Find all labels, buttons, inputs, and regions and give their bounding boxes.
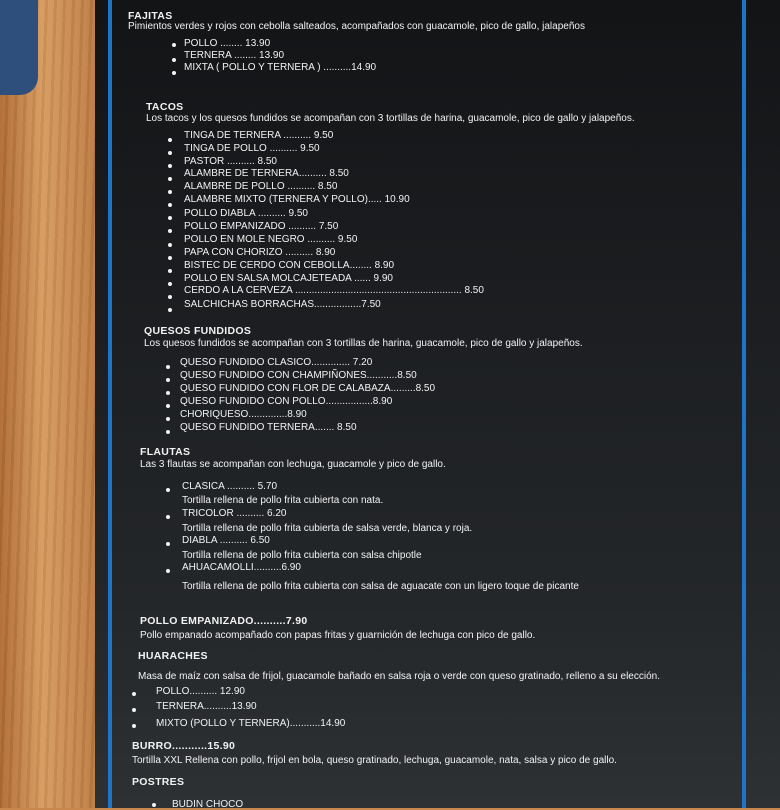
fajitas-item: MIXTA ( POLLO Y TERNERA ) ..........14.90 bbox=[184, 62, 377, 73]
section-title-postres: POSTRES bbox=[132, 776, 185, 788]
quesos-item: QUESO FUNDIDO TERNERA....... 8.50 bbox=[180, 422, 357, 433]
bullet-icon bbox=[168, 295, 172, 299]
bullet-icon bbox=[166, 404, 170, 408]
fajitas-item: TERNERA ........ 13.90 bbox=[184, 50, 285, 61]
bullet-icon bbox=[132, 692, 136, 696]
tacos-item: POLLO EMPANIZADO .......... 7.50 bbox=[184, 221, 339, 232]
flautas-item-name: DIABLA .......... 6.50 bbox=[182, 535, 270, 546]
bullet-icon bbox=[168, 229, 172, 233]
tacos-item: TINGA DE TERNERA .......... 9.50 bbox=[184, 130, 334, 141]
flautas-item-desc: Tortilla rellena de pollo frita cubierta con nata. bbox=[182, 495, 384, 506]
menu-border-right bbox=[742, 0, 746, 808]
section-title-fajitas: FAJITAS bbox=[128, 10, 173, 22]
flautas-item-name: AHUACAMOLLI..........6.90 bbox=[182, 562, 301, 573]
postres-item: BUDIN CHOCO bbox=[172, 799, 244, 810]
fajitas-description: Pimientos verdes y rojos con cebolla salteados, acompañados con guacamole, pico de gallo, jalapeños bbox=[128, 21, 585, 32]
flautas-item-name: TRICOLOR .......... 6.20 bbox=[182, 508, 287, 519]
tacos-item: POLLO DIABLA .......... 9.50 bbox=[184, 208, 308, 219]
tacos-item: TINGA DE POLLO .......... 9.50 bbox=[184, 143, 320, 154]
bullet-icon bbox=[132, 724, 136, 728]
bullet-icon bbox=[168, 256, 172, 260]
fajitas-item: POLLO ........ 13.90 bbox=[184, 38, 271, 49]
menu-border-left bbox=[108, 0, 112, 808]
bullet-icon bbox=[166, 417, 170, 421]
bullet-icon bbox=[168, 269, 172, 273]
bullet-icon bbox=[172, 43, 176, 47]
bullet-icon bbox=[168, 151, 172, 155]
bullet-icon bbox=[168, 282, 172, 286]
tacos-item: POLLO EN MOLE NEGRO .......... 9.50 bbox=[184, 234, 358, 245]
quesos-item: QUESO FUNDIDO CLASICO.............. 7.20 bbox=[180, 357, 373, 368]
tacos-item: SALCHICHAS BORRACHAS.................7.50 bbox=[184, 299, 381, 310]
tacos-item: PAPA CON CHORIZO .......... 8.90 bbox=[184, 247, 336, 258]
bullet-icon bbox=[168, 177, 172, 181]
bullet-icon bbox=[166, 391, 170, 395]
section-title-burro: BURRO...........15.90 bbox=[132, 740, 236, 752]
bullet-icon bbox=[166, 488, 170, 492]
huaraches-item: TERNERA..........13.90 bbox=[156, 701, 257, 712]
bullet-icon bbox=[168, 164, 172, 168]
burro-description: Tortilla XXL Rellena con pollo, frijol en bola, queso gratinado, lechuga, guacamole, nata, salsa y pico de gallo. bbox=[132, 755, 617, 766]
bullet-icon bbox=[166, 378, 170, 382]
bullet-icon bbox=[168, 138, 172, 142]
flautas-item-name: CLASICA .......... 5.70 bbox=[182, 481, 278, 492]
section-title-tacos: TACOS bbox=[146, 101, 184, 113]
pollo-empanizado-description: Pollo empanado acompañado con papas fritas y guarnición de lechuga con pico de gallo. bbox=[140, 630, 536, 641]
bullet-icon bbox=[166, 569, 170, 573]
huaraches-item: MIXTO (POLLO Y TERNERA)...........14.90 bbox=[156, 718, 346, 729]
quesos-item: QUESO FUNDIDO CON CHAMPIÑONES...........8.50 bbox=[180, 370, 417, 381]
quesos-item: CHORIQUESO..............8.90 bbox=[180, 409, 307, 420]
bullet-icon bbox=[168, 216, 172, 220]
tacos-description: Los tacos y los quesos fundidos se acompañan con 3 tortillas de harina, guacamole, pico de gallo y jalapeños. bbox=[146, 113, 635, 124]
flautas-item-desc: Tortilla rellena de pollo frita cubierta con salsa de aguacate con un ligero toque de picante bbox=[182, 581, 579, 592]
section-title-pollo-empanizado: POLLO EMPANIZADO..........7.90 bbox=[140, 615, 308, 627]
tacos-item: CERDO A LA CERVEZA ............................................................ 8.50 bbox=[184, 285, 484, 296]
section-title-huaraches: HUARACHES bbox=[138, 650, 208, 662]
bullet-icon bbox=[166, 542, 170, 546]
tacos-item: ALAMBRE DE TERNERA.......... 8.50 bbox=[184, 168, 349, 179]
huaraches-description: Masa de maíz con salsa de frijol, guacamole bañado en salsa roja o verde con queso gratinado, relleno a su elección. bbox=[138, 671, 660, 682]
tacos-item: POLLO EN SALSA MOLCAJETEADA ...... 9.90 bbox=[184, 273, 393, 284]
bullet-icon bbox=[168, 203, 172, 207]
flautas-item-desc: Tortilla rellena de pollo frita cubierta con salsa chipotle bbox=[182, 550, 422, 561]
bullet-icon bbox=[166, 365, 170, 369]
bullet-icon bbox=[168, 243, 172, 247]
tacos-item: ALAMBRE DE POLLO .......... 8.50 bbox=[184, 181, 338, 192]
section-title-quesos-fundidos: QUESOS FUNDIDOS bbox=[144, 325, 252, 337]
quesos-item: QUESO FUNDIDO CON FLOR DE CALABAZA.........8.50 bbox=[180, 383, 436, 394]
bullet-icon bbox=[166, 515, 170, 519]
bullet-icon bbox=[152, 803, 156, 807]
bullet-icon bbox=[168, 308, 172, 312]
blue-fabric bbox=[0, 0, 38, 95]
huaraches-item: POLLO.......... 12.90 bbox=[156, 686, 245, 697]
bullet-icon bbox=[172, 71, 176, 75]
bullet-icon bbox=[172, 58, 176, 62]
bullet-icon bbox=[132, 708, 136, 712]
section-title-flautas: FLAUTAS bbox=[140, 446, 191, 458]
flautas-description: Las 3 flautas se acompañan con lechuga, guacamole y pico de gallo. bbox=[140, 459, 446, 470]
bullet-icon bbox=[166, 430, 170, 434]
tacos-item: ALAMBRE MIXTO (TERNERA Y POLLO)..... 10.90 bbox=[184, 194, 410, 205]
tacos-item: BISTEC DE CERDO CON CEBOLLA........ 8.90 bbox=[184, 260, 395, 271]
flautas-item-desc: Tortilla rellena de pollo frita cubierta de salsa verde, blanca y roja. bbox=[182, 523, 473, 534]
tacos-item: PASTOR .......... 8.50 bbox=[184, 156, 277, 167]
quesos-description: Los quesos fundidos se acompañan con 3 tortillas de harina, guacamole, pico de gallo y jalapeños. bbox=[144, 338, 583, 349]
bullet-icon bbox=[168, 190, 172, 194]
quesos-item: QUESO FUNDIDO CON POLLO.................8.90 bbox=[180, 396, 393, 407]
